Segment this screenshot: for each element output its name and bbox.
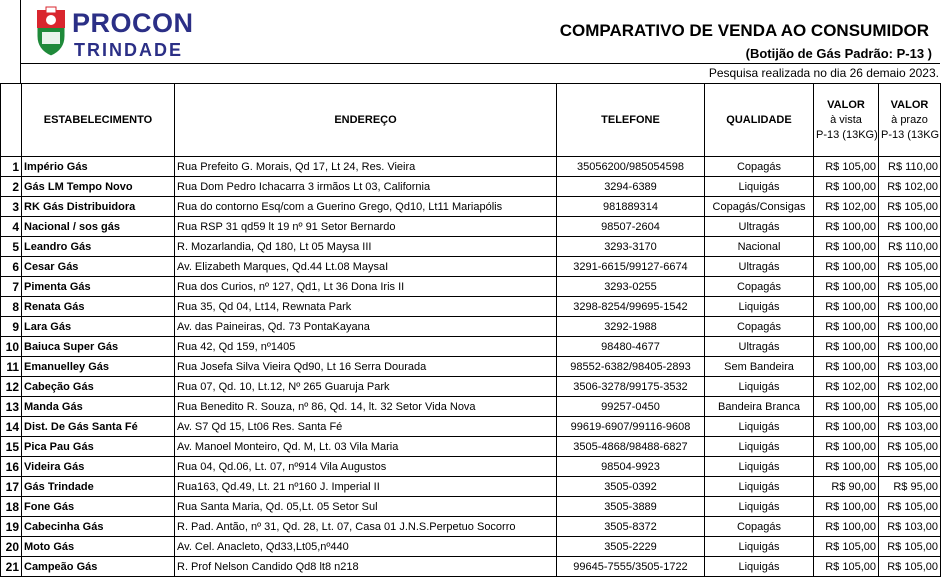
- row-number: 2: [1, 177, 22, 197]
- cash-price-cell: R$ 100,00: [814, 397, 879, 417]
- phone-cell: 3506-3278/99175-3532: [557, 377, 705, 397]
- establishment-cell: Cabeção Gás: [22, 377, 175, 397]
- credit-price-cell: R$ 103,00: [879, 417, 941, 437]
- table-row: [1, 457, 941, 477]
- table-row: [1, 317, 941, 337]
- quality-cell: Liquigás: [705, 177, 814, 197]
- cash-price-cell: R$ 100,00: [814, 177, 879, 197]
- quality-cell: Liquigás: [705, 417, 814, 437]
- cash-price-cell: R$ 100,00: [814, 457, 879, 477]
- row-number: 3: [1, 197, 22, 217]
- credit-price-cell: R$ 105,00: [879, 197, 941, 217]
- address-cell: Rua Dom Pedro Ichacarra 3 irmãos Lt 03, California: [175, 177, 557, 197]
- establishment-cell: Cesar Gás: [22, 257, 175, 277]
- credit-header-line1: VALOR: [890, 98, 929, 111]
- quality-cell: Copagás/Consigas: [705, 197, 814, 217]
- phone-cell: 98552-6382/98405-2893: [557, 357, 705, 377]
- col-header-quality: QUALIDADE: [705, 84, 814, 157]
- col-header-establishment: ESTABELECIMENTO: [22, 84, 175, 157]
- credit-price-cell: R$ 105,00: [879, 437, 941, 457]
- credit-header-line3: P-13 (13KG: [881, 128, 940, 141]
- phone-cell: 3293-3170: [557, 237, 705, 257]
- establishment-cell: Campeão Gás: [22, 557, 175, 577]
- phone-cell: 3505-0392: [557, 477, 705, 497]
- phone-cell: 3505-2229: [557, 537, 705, 557]
- credit-price-cell: R$ 103,00: [879, 517, 941, 537]
- credit-price-cell: R$ 100,00: [879, 217, 941, 237]
- cash-price-cell: R$ 105,00: [814, 157, 879, 177]
- credit-price-cell: R$ 102,00: [879, 377, 941, 397]
- establishment-cell: Pica Pau Gás: [22, 437, 175, 457]
- address-cell: Av. Elizabeth Marques, Qd.44 Lt.08 MaysaI: [175, 257, 557, 277]
- row-number: 1: [1, 157, 22, 177]
- quality-cell: Liquigás: [705, 537, 814, 557]
- cash-price-cell: R$ 100,00: [814, 237, 879, 257]
- table-row: [1, 517, 941, 537]
- phone-cell: 35056200/985054598: [557, 157, 705, 177]
- quality-cell: Sem Bandeira: [705, 357, 814, 377]
- credit-price-cell: R$ 105,00: [879, 497, 941, 517]
- row-number: 12: [1, 377, 22, 397]
- col-header-cash-price: [814, 84, 879, 157]
- cash-price-cell: R$ 100,00: [814, 277, 879, 297]
- row-number: 5: [1, 237, 22, 257]
- cash-header-line1: VALOR: [827, 98, 865, 111]
- credit-price-cell: R$ 102,00: [879, 177, 941, 197]
- phone-cell: 98504-9923: [557, 457, 705, 477]
- phone-cell: 99257-0450: [557, 397, 705, 417]
- logo-text-procon: PROCON: [72, 8, 194, 38]
- credit-price-cell: R$ 100,00: [879, 337, 941, 357]
- row-number: 15: [1, 437, 22, 457]
- establishment-cell: Império Gás: [22, 157, 175, 177]
- establishment-cell: Gás Trindade: [22, 477, 175, 497]
- row-number: 4: [1, 217, 22, 237]
- credit-price-cell: R$ 105,00: [879, 277, 941, 297]
- credit-price-cell: R$ 110,00: [879, 237, 941, 257]
- address-cell: Av. S7 Qd 15, Lt06 Res. Santa Fé: [175, 417, 557, 437]
- address-cell: Rua Santa Maria, Qd. 05,Lt. 05 Setor Sul: [175, 497, 557, 517]
- phone-cell: 99645-7555/3505-1722: [557, 557, 705, 577]
- cash-header-line3: P-13 (13KG): [816, 128, 878, 141]
- establishment-cell: Baiuca Super Gás: [22, 337, 175, 357]
- credit-header-line2: à prazo: [891, 113, 928, 126]
- credit-price-cell: R$ 95,00: [879, 477, 941, 497]
- establishment-cell: Dist. De Gás Santa Fé: [22, 417, 175, 437]
- quality-cell: Liquigás: [705, 437, 814, 457]
- phone-cell: 3298-8254/99695-1542: [557, 297, 705, 317]
- cash-price-cell: R$ 100,00: [814, 217, 879, 237]
- address-cell: R. Prof Nelson Candido Qd8 lt8 n218: [175, 557, 557, 577]
- row-number: 19: [1, 517, 22, 537]
- row-number: 7: [1, 277, 22, 297]
- row-number: 14: [1, 417, 22, 437]
- establishment-cell: Moto Gás: [22, 537, 175, 557]
- cash-price-cell: R$ 105,00: [814, 537, 879, 557]
- address-cell: Rua 07, Qd. 10, Lt.12, Nº 265 Guaruja Park: [175, 377, 557, 397]
- quality-cell: Copagás: [705, 517, 814, 537]
- establishment-cell: Emanuelley Gás: [22, 357, 175, 377]
- table-row: [1, 497, 941, 517]
- row-number: 20: [1, 537, 22, 557]
- cash-header-line2: à vista: [830, 113, 862, 126]
- table-row: [1, 377, 941, 397]
- address-cell: Rua 04, Qd.06, Lt. 07, nº914 Vila Augustos: [175, 457, 557, 477]
- row-number: 21: [1, 557, 22, 577]
- price-table: [0, 83, 941, 577]
- table-row: [1, 477, 941, 497]
- row-number: 10: [1, 337, 22, 357]
- quality-cell: Copagás: [705, 157, 814, 177]
- row-number: 11: [1, 357, 22, 377]
- quality-cell: Ultragás: [705, 337, 814, 357]
- quality-cell: Bandeira Branca: [705, 397, 814, 417]
- table-row: [1, 537, 941, 557]
- cash-price-cell: R$ 100,00: [814, 437, 879, 457]
- establishment-cell: Cabecinha Gás: [22, 517, 175, 537]
- establishment-cell: Lara Gás: [22, 317, 175, 337]
- table-row: [1, 357, 941, 377]
- cash-price-cell: R$ 100,00: [814, 417, 879, 437]
- quality-cell: Liquigás: [705, 377, 814, 397]
- establishment-cell: Videira Gás: [22, 457, 175, 477]
- page-subtitle: (Botijão de Gás Padrão: P-13 ): [745, 46, 932, 61]
- col-header-address: ENDEREÇO: [175, 84, 557, 157]
- cash-price-cell: R$ 90,00: [814, 477, 879, 497]
- phone-cell: 3293-0255: [557, 277, 705, 297]
- credit-price-cell: R$ 103,00: [879, 357, 941, 377]
- row-number: 17: [1, 477, 22, 497]
- quality-cell: Liquigás: [705, 457, 814, 477]
- address-cell: Rua 35, Qd 04, Lt14, Rewnata Park: [175, 297, 557, 317]
- establishment-cell: RK Gás Distribuidora: [22, 197, 175, 217]
- quality-cell: Liquigás: [705, 297, 814, 317]
- research-date: Pesquisa realizada no dia 26 demaio 2023.: [708, 66, 939, 80]
- establishment-cell: Nacional / sos gás: [22, 217, 175, 237]
- address-cell: Rua 42, Qd 159, nº1405: [175, 337, 557, 357]
- address-cell: Rua Josefa Silva Vieira Qd90, Lt 16 Serra Dourada: [175, 357, 557, 377]
- establishment-cell: Manda Gás: [22, 397, 175, 417]
- procon-logo: [34, 6, 194, 62]
- research-date-row: [20, 63, 940, 83]
- phone-cell: 3505-8372: [557, 517, 705, 537]
- quality-cell: Ultragás: [705, 217, 814, 237]
- cash-price-cell: R$ 100,00: [814, 497, 879, 517]
- phone-cell: 3505-4868/98488-6827: [557, 437, 705, 457]
- table-row: [1, 257, 941, 277]
- address-cell: Av. Cel. Anacleto, Qd33,Lt05,nº440: [175, 537, 557, 557]
- row-number: 16: [1, 457, 22, 477]
- quality-cell: Liquigás: [705, 557, 814, 577]
- phone-cell: 3291-6615/99127-6674: [557, 257, 705, 277]
- establishment-cell: Fone Gás: [22, 497, 175, 517]
- table-row: [1, 157, 941, 177]
- row-number: 6: [1, 257, 22, 277]
- table-row: [1, 417, 941, 437]
- row-number: 8: [1, 297, 22, 317]
- credit-price-cell: R$ 105,00: [879, 537, 941, 557]
- credit-price-cell: R$ 105,00: [879, 257, 941, 277]
- cash-price-cell: R$ 100,00: [814, 257, 879, 277]
- row-number: 9: [1, 317, 22, 337]
- table-row: [1, 437, 941, 457]
- address-cell: R. Pad. Antão, nº 31, Qd. 28, Lt. 07, Casa 01 J.N.S.Perpetuo Socorro: [175, 517, 557, 537]
- table-row: [1, 557, 941, 577]
- phone-cell: 3292-1988: [557, 317, 705, 337]
- cash-price-cell: R$ 105,00: [814, 557, 879, 577]
- address-cell: Rua Prefeito G. Morais, Qd 17, Lt 24, Res. Vieira: [175, 157, 557, 177]
- cash-price-cell: R$ 102,00: [814, 377, 879, 397]
- row-number-header: [0, 0, 21, 83]
- table-row: [1, 337, 941, 357]
- cash-price-cell: R$ 102,00: [814, 197, 879, 217]
- row-number: 13: [1, 397, 22, 417]
- address-cell: Av. das Paineiras, Qd. 73 PontaKayana: [175, 317, 557, 337]
- phone-cell: 3294-6389: [557, 177, 705, 197]
- credit-price-cell: R$ 100,00: [879, 317, 941, 337]
- table-row: [1, 217, 941, 237]
- phone-cell: 99619-6907/99116-9608: [557, 417, 705, 437]
- credit-price-cell: R$ 105,00: [879, 457, 941, 477]
- cash-price-cell: R$ 100,00: [814, 357, 879, 377]
- credit-price-cell: R$ 110,00: [879, 157, 941, 177]
- address-cell: Rua163, Qd.49, Lt. 21 nº160 J. Imperial II: [175, 477, 557, 497]
- establishment-cell: Gás LM Tempo Novo: [22, 177, 175, 197]
- quality-cell: Ultragás: [705, 257, 814, 277]
- quality-cell: Nacional: [705, 237, 814, 257]
- logo-text-trindade: TRINDADE: [74, 40, 183, 60]
- phone-cell: 3505-3889: [557, 497, 705, 517]
- quality-cell: Copagás: [705, 317, 814, 337]
- address-cell: Rua Benedito R. Souza, nº 86, Qd. 14, lt. 32 Setor Vida Nova: [175, 397, 557, 417]
- col-header-credit-price: [879, 84, 941, 157]
- col-header-phone: TELEFONE: [557, 84, 705, 157]
- table-row: [1, 237, 941, 257]
- quality-cell: Copagás: [705, 277, 814, 297]
- table-row: [1, 197, 941, 217]
- address-cell: Rua dos Curios, nº 127, Qd1, Lt 36 Dona Iris II: [175, 277, 557, 297]
- shield-icon: [34, 6, 68, 58]
- table-row: [1, 177, 941, 197]
- address-cell: Rua do contorno Esq/com a Guerino Grego, Qd10, Lt11 Mariapólis: [175, 197, 557, 217]
- cash-price-cell: R$ 100,00: [814, 297, 879, 317]
- quality-cell: Liquigás: [705, 477, 814, 497]
- phone-cell: 98507-2604: [557, 217, 705, 237]
- address-cell: Av. Manoel Monteiro, Qd. M, Lt. 03 Vila Maria: [175, 437, 557, 457]
- credit-price-cell: R$ 105,00: [879, 557, 941, 577]
- row-number-col-header: [1, 84, 22, 157]
- address-cell: Rua RSP 31 qd59 lt 19 nº 91 Setor Bernardo: [175, 217, 557, 237]
- establishment-cell: Pimenta Gás: [22, 277, 175, 297]
- cash-price-cell: R$ 100,00: [814, 517, 879, 537]
- cash-price-cell: R$ 100,00: [814, 337, 879, 357]
- establishment-cell: Renata Gás: [22, 297, 175, 317]
- page-title: COMPARATIVO DE VENDA AO CONSUMIDOR: [559, 21, 929, 40]
- table-row: [1, 297, 941, 317]
- table-row: [1, 277, 941, 297]
- quality-cell: Liquigás: [705, 497, 814, 517]
- row-number: 18: [1, 497, 22, 517]
- establishment-cell: Leandro Gás: [22, 237, 175, 257]
- table-row: [1, 397, 941, 417]
- address-cell: R. Mozarlandia, Qd 180, Lt 05 Maysa III: [175, 237, 557, 257]
- phone-cell: 981889314: [557, 197, 705, 217]
- credit-price-cell: R$ 100,00: [879, 297, 941, 317]
- credit-price-cell: R$ 105,00: [879, 397, 941, 417]
- phone-cell: 98480-4677: [557, 337, 705, 357]
- cash-price-cell: R$ 100,00: [814, 317, 879, 337]
